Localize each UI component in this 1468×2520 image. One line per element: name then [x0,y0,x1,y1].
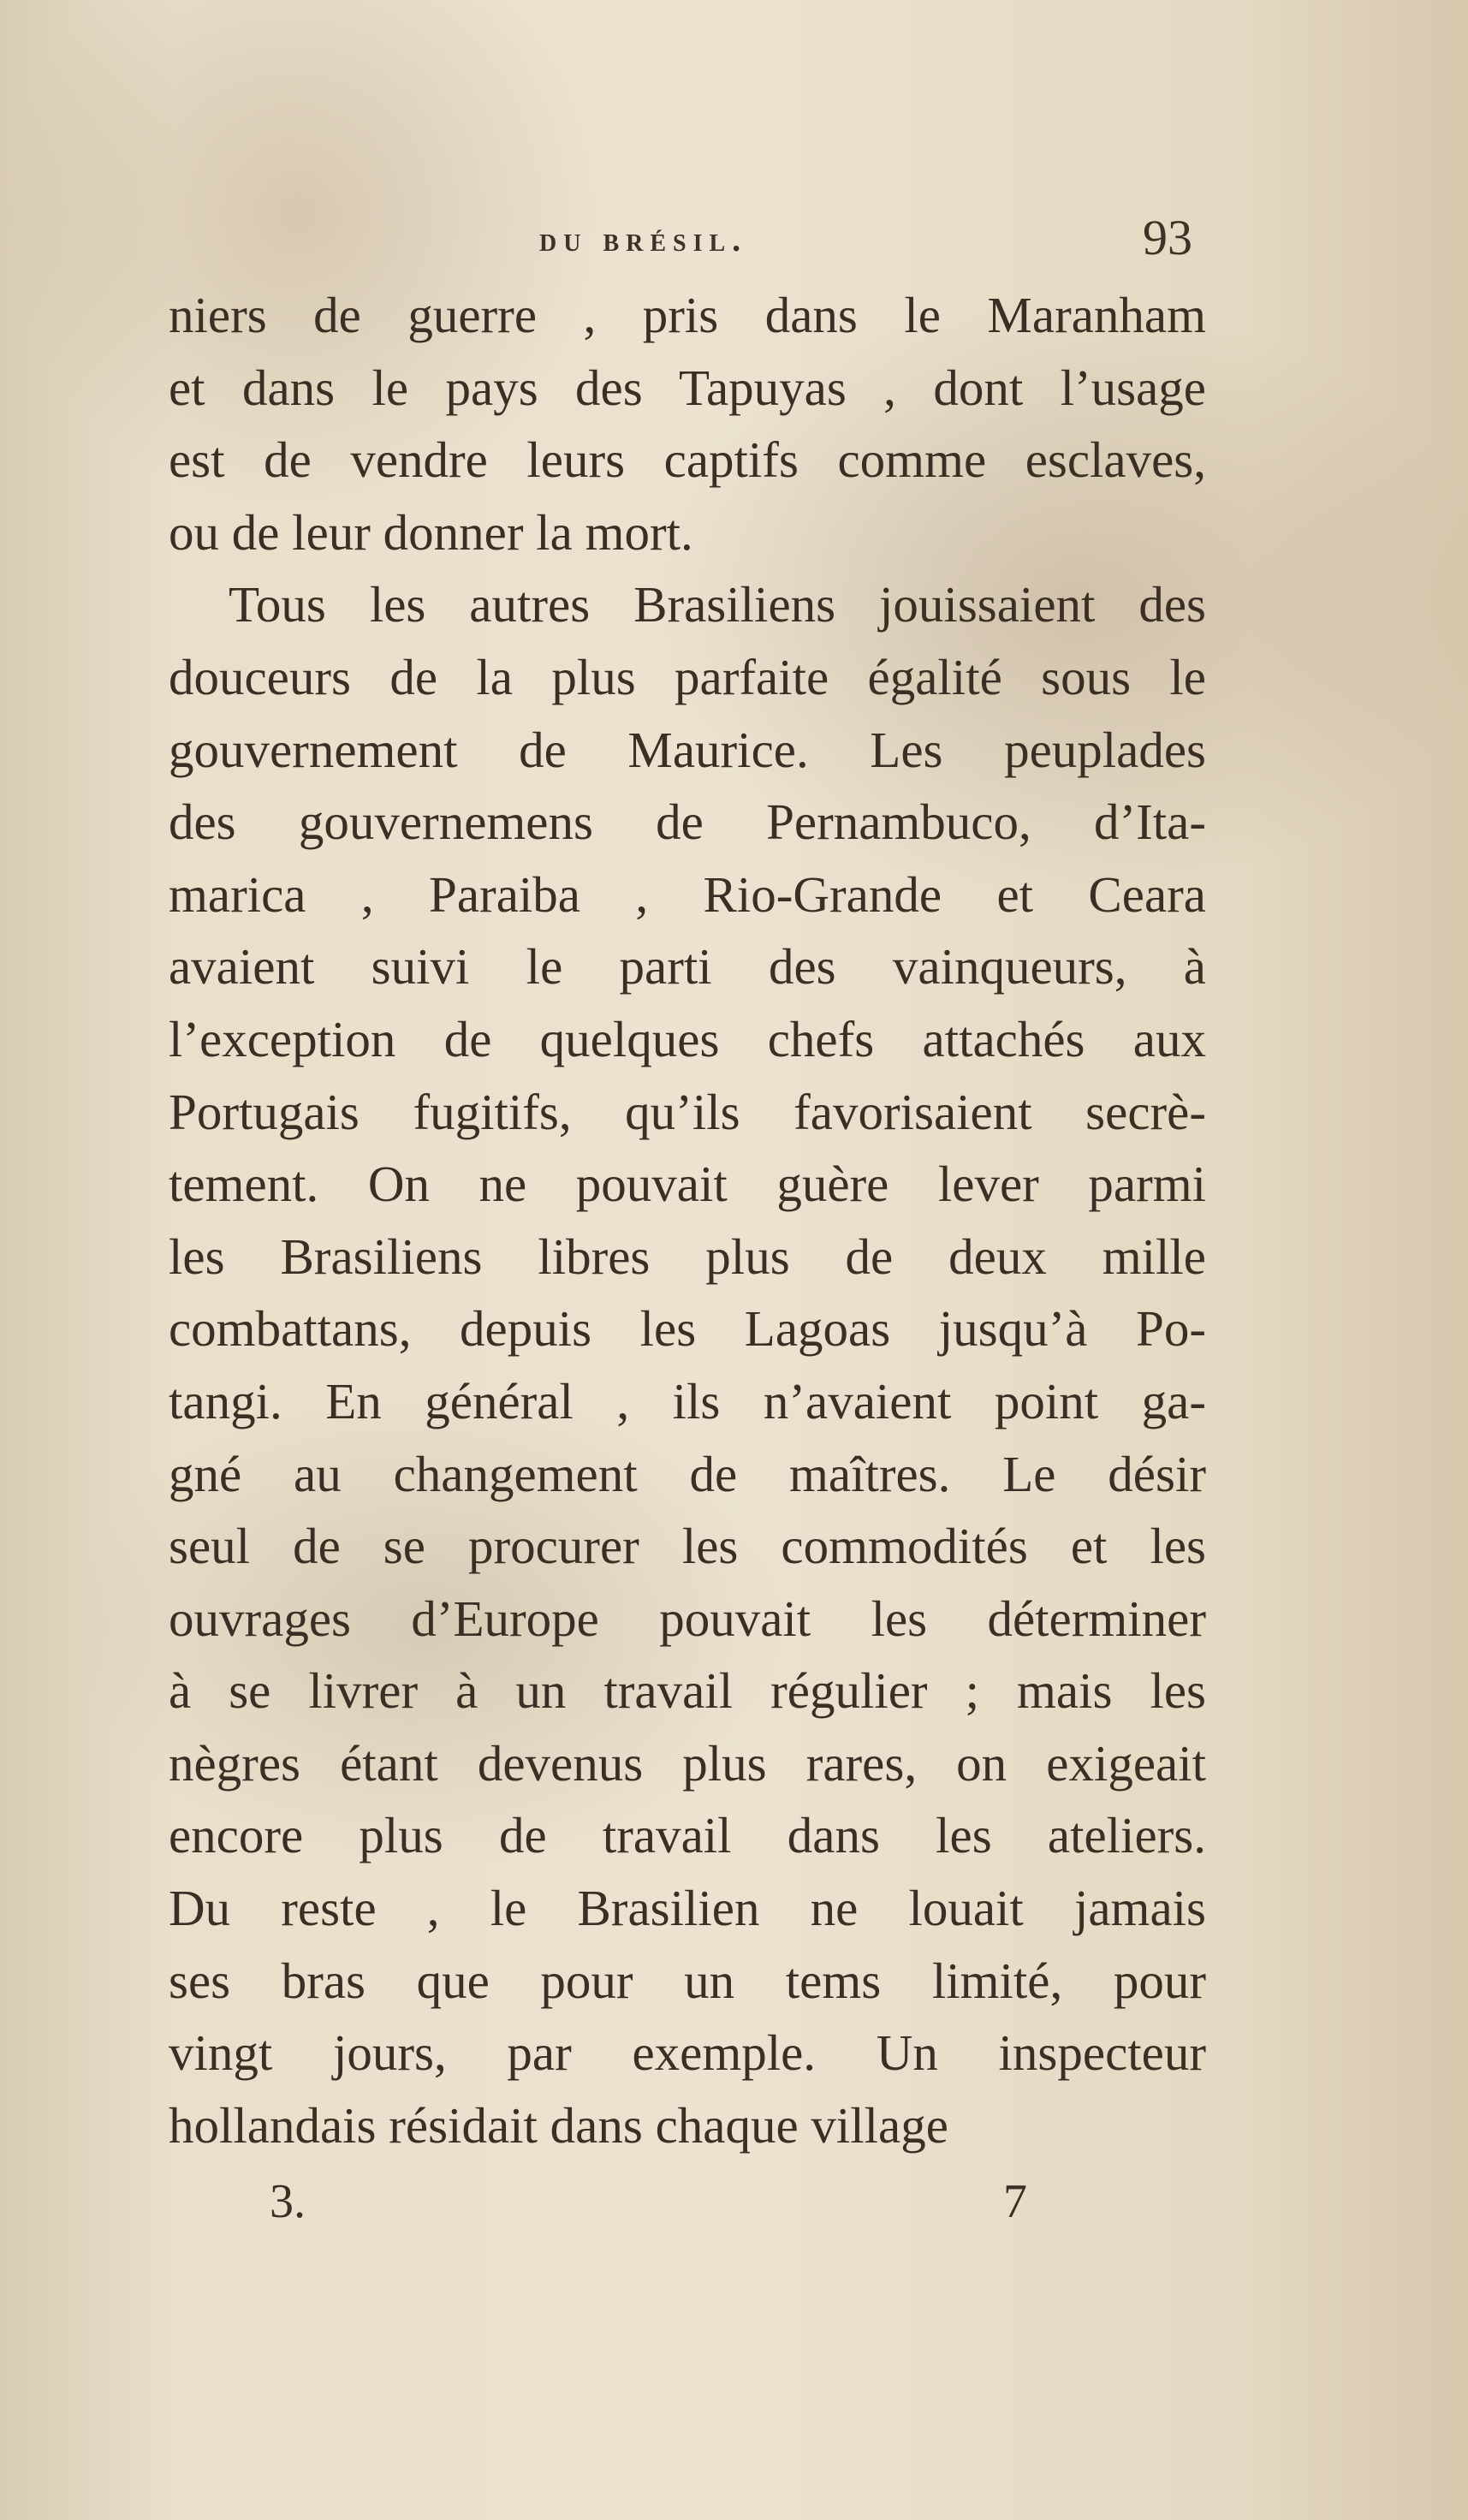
text-line: tement. On ne pouvait guère lever parmi [169,1156,1206,1213]
page-number: 93 [1143,210,1192,265]
text-line: gné au changement de maîtres. Le désir [169,1445,1206,1502]
text-line: Du reste , le Brasilien ne louait jamais [169,1880,1206,1937]
text-line: combattans, depuis les Lagoas jusqu’à Po- [169,1300,1206,1358]
paragraph [169,279,1206,568]
text-line: et dans le pays des Tapuyas , dont l’usage [169,359,1206,416]
text-line: seul de se procurer les commodités et les [169,1518,1206,1575]
gathering-mark: 7 [1003,2175,1027,2228]
running-title: du brésil. [539,220,748,259]
text-line: des gouvernemens de Pernambuco, d’Ita- [169,793,1206,851]
text-line: nègres étant devenus plus rares, on exigeait [169,1734,1206,1792]
text-line: ses bras que pour un tems limité, pour [169,1952,1206,2009]
text-line: encore plus de travail dans les ateliers. [169,1807,1206,1864]
text-line: Portugais fugitifs, qu’ils favorisaient secrè- [169,1083,1206,1140]
text-line: douceurs de la plus parfaite égalité sous le [169,648,1206,705]
text-line: est de vendre leurs captifs comme esclaves, [169,431,1206,489]
text-line: à se livrer à un travail régulier ; mais les [169,1662,1206,1720]
text-line: ouvrages d’Europe pouvait les déterminer [169,1590,1206,1647]
text-line: marica , Paraiba , Rio-Grande et Ceara [169,865,1206,923]
body-text [169,279,1206,2161]
text-line: vingt jours, par exemple. Un inspecteur [169,2024,1206,2082]
text-line: avaient suivi le parti des vainqueurs, à [169,938,1206,996]
text-line: tangi. En général , ils n’avaient point ga- [169,1372,1206,1429]
text-line: Tous les autres Brasiliens jouissaient des [229,576,1206,633]
text-line: niers de guerre , pris dans le Maranham [169,287,1206,343]
text-line: l’exception de quelques chefs attachés aux [169,1010,1206,1067]
signature-mark: 3. [270,2175,306,2228]
text-line: gouvernement de Maurice. Les peuplades [169,721,1206,778]
text-line: ou de leur donner la mort. [169,503,693,561]
paragraph [169,568,1206,2161]
page-header [0,212,1468,272]
text-line: hollandais résidait dans chaque village [169,2096,948,2154]
text-line: les Brasiliens libres plus de deux mille [169,1227,1206,1285]
